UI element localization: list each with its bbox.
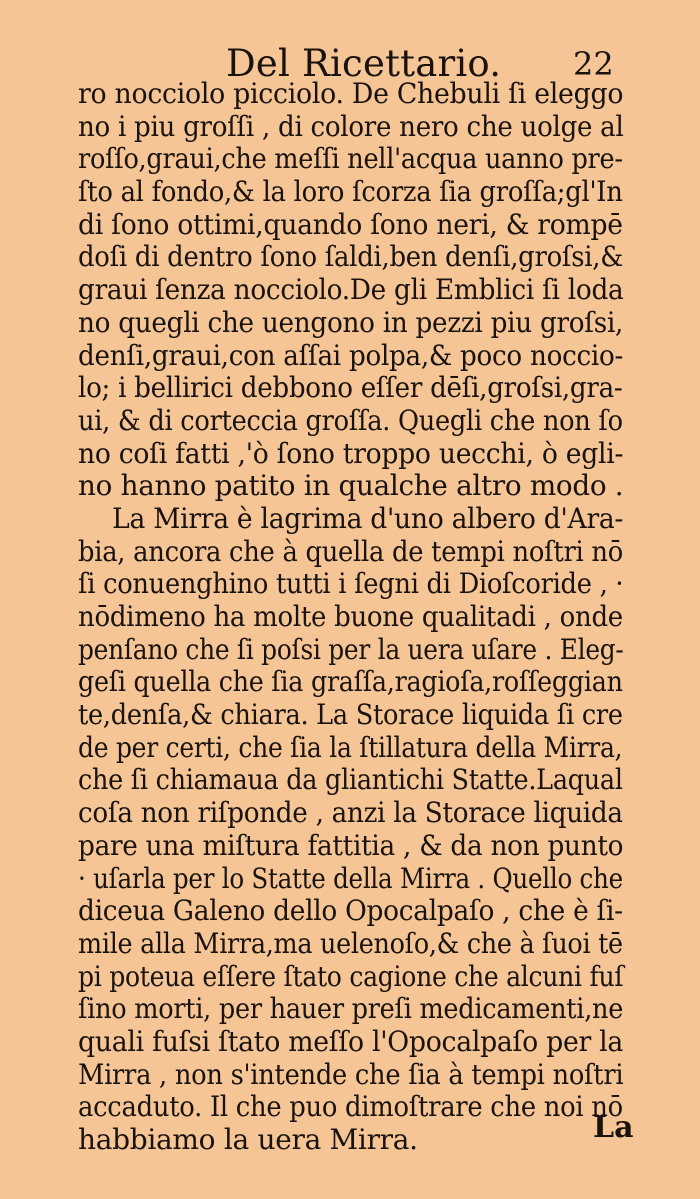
text-line: bia, ancora che à quella de tempi noſtri nō xyxy=(78,534,623,568)
text-line: quali fuſsi ſtato meſſo l'Opocalpaſo per la xyxy=(78,1024,624,1058)
text-line: ſi conuenghino tutti i ſegni di Dioſcoride , · xyxy=(78,567,624,601)
text-line: ro nocciolo picciolo. De Chebuli ſi eleggo xyxy=(78,77,624,110)
text-line: diceua Galeno dello Opocalpaſo , che è ſi- xyxy=(78,894,623,928)
running-title: Del Ricettario. xyxy=(226,42,502,85)
text-line: graui ſenza nocciolo.De gli Emblici ſi loda xyxy=(78,273,624,307)
text-line: ui, & di corteccia groſſa. Quegli che non ſo xyxy=(78,403,623,437)
text-line: roſſo,graui,che meſſi nell'acqua uanno pre- xyxy=(78,142,623,176)
text-line: lo; i bellirici debbono eſſer dēſi,groſsi,gra- xyxy=(78,371,623,405)
text-line: no quegli che uengono in pezzi piu groſsi, xyxy=(78,305,624,339)
text-line: doſi di dentro ſono ſaldi,ben denſi,groſsi,& xyxy=(78,240,623,274)
text-line: de per certi, che ſia la ſtillatura della Mirra, xyxy=(78,730,623,764)
text-line: ſto al fondo,& la loro ſcorza ſia groſſa;gl'In xyxy=(78,175,623,209)
text-line: nōdimeno ha molte buone qualitadi , onde xyxy=(78,600,623,633)
text-line: pi poteua eſſere ſtato cagione che alcuni fuſ xyxy=(78,959,624,993)
page-number: 22 xyxy=(573,45,614,83)
text-line: te,denſa,& chiara. La Storace liquida ſi cre xyxy=(78,698,623,732)
text-line: coſa non riſponde , anzi la Storace liquida xyxy=(78,796,623,830)
text-line: accaduto. Il che puo dimoſtrare che noi nō xyxy=(78,1090,623,1124)
text-line: geſi quella che ſia graſſa,ragioſa,roſſeggian xyxy=(78,665,623,699)
text-line: penſano che ſi poſsi per la uera uſare . Eleg- xyxy=(78,632,624,666)
text-line: pare una miſtura fattitia , & da non punto xyxy=(78,828,624,862)
text-line: no coſi fatti ,'ò ſono troppo uecchi, ò egli- xyxy=(78,436,624,470)
text-block xyxy=(78,78,623,1157)
text-line: no hanno patito in qualche altro modo . xyxy=(78,469,624,503)
text-line: · uſarla per lo Statte della Mirra . Quello che xyxy=(78,861,623,895)
paragraph-start-line: La Mirra è lagrima d'uno albero d'Ara- xyxy=(112,501,624,535)
text-line: mile alla Mirra,ma uelenoſo,& che à ſuoi tē xyxy=(78,926,623,960)
text-line: no i piu groſſi , di colore nero che uolge al xyxy=(78,109,624,143)
text-line: habbiamo la uera Mirra. xyxy=(78,1123,418,1156)
text-line: ſino morti, per hauer preſi medicamenti,ne xyxy=(78,992,624,1026)
text-line: denſi,graui,con aſſai polpa,& poco noccio- xyxy=(78,338,624,372)
text-line: Mirra , non s'intende che ſia à tempi noſtri xyxy=(78,1057,624,1091)
catchword: La xyxy=(593,1110,634,1145)
text-line: che ſi chiamaua da gliantichi Statte.Laqual xyxy=(78,763,623,797)
text-line: di ſono ottimi,quando ſono neri, & rompē xyxy=(78,207,623,241)
